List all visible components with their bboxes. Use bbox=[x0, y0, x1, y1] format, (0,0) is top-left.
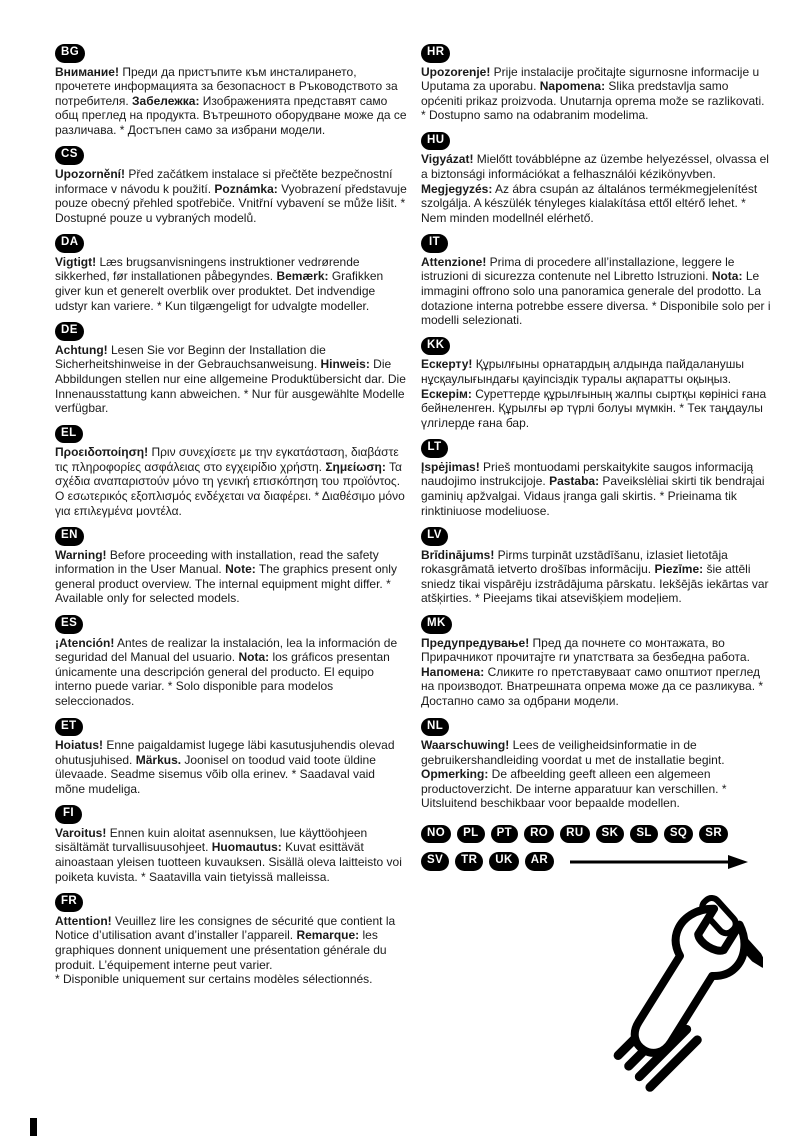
language-badge-lv: LV bbox=[421, 527, 448, 546]
language-section-hu bbox=[421, 130, 771, 225]
language-section-bg bbox=[55, 42, 407, 137]
right-arrow-icon bbox=[570, 855, 748, 869]
language-badge-sr: SR bbox=[699, 825, 728, 844]
language-badge-es: ES bbox=[55, 615, 83, 634]
language-section-nl bbox=[421, 716, 771, 811]
language-badge-el: EL bbox=[55, 425, 83, 444]
page-corner-mark bbox=[30, 1118, 37, 1136]
language-badge-sk: SK bbox=[596, 825, 625, 844]
language-badge-da: DA bbox=[55, 234, 84, 253]
language-badge-sv: SV bbox=[421, 852, 449, 871]
language-badge-pt: PT bbox=[491, 825, 519, 844]
section-text-mk: Предупредување! Пред да почнете со монтажата, во Прирачникот прочитајте ги упатствата за безбедна работа. Напомена: Сликите го претставуваат само општиот преглед на производот. Внатрешната опрема може да се разликува. * Достапно само за одбрани модели. bbox=[421, 635, 764, 708]
wrench-screwdriver-icon bbox=[605, 889, 763, 1094]
section-text-hu: Vigyázat! Mielőtt továbblépne az üzembe helyezéssel, olvassa el a biztonsági információkat a felhasználói kézikönyvben. Megjegyzés: Az ábra csupán az általános termékmegjelenítést szolgálja. A készülék tényleges kialakítása ettől eltérő lehet. * Nem minden modellnél elérhető. bbox=[421, 152, 769, 225]
language-badge-sl: SL bbox=[630, 825, 658, 844]
language-section-kk bbox=[421, 335, 771, 430]
language-section-es bbox=[55, 613, 407, 708]
section-text-kk: Ескерту! Құрылғыны орнатардың алдында пайдаланушы нұсқаулығындағы қауіпсіздік туралы ақпаратты оқыңыз. Ескерім: Суреттерде құрылғының жалпы сыртқы көрінісі ғана бейнеленген. Құрылғы әр түрлі болуы мүмкін. * Тек таңдаулы үлгілерде ғана бар. bbox=[421, 357, 767, 430]
language-badge-kk: KK bbox=[421, 337, 450, 356]
language-section-hr bbox=[421, 42, 771, 123]
language-badge-nl: NL bbox=[421, 718, 449, 737]
language-badge-uk: UK bbox=[489, 852, 518, 871]
right-column bbox=[421, 42, 771, 1094]
language-badge-ro: RO bbox=[524, 825, 554, 844]
section-text-da: Vigtigt! Læs brugsanvisningens instruktioner vedrørende sikkerhed, før installationen påbegyndes. Bemærk: Grafikken giver kun et generelt overblik over produktet. Det indvendige udstyr kan variere. * Kun tilgængeligt for udvalgte modeller. bbox=[55, 254, 384, 313]
language-badge-ar: AR bbox=[525, 852, 554, 871]
language-badge-bg: BG bbox=[55, 44, 85, 63]
section-text-lv: Brīdinājums! Pirms turpināt uzstādīšanu, izlasiet lietotāja rokasgrāmatā ietverto drošības informāciju. Piezīme: šie attēli sniedz tikai vispārēju izstrādājuma pārskatu. Iekšējās iekārtas var atšķirties. * Pieejams tikai atsevišķiem modeļiem. bbox=[421, 547, 769, 606]
section-text-en: Warning! Before proceeding with installation, read the safety information in the User Manual. Note: The graphics present only general product overview. The internal equipment might differ. * Available only for selected models. bbox=[55, 547, 397, 606]
section-text-de: Achtung! Lesen Sie vor Beginn der Installation die Sicherheitshinweise in der Gebrauchsanweisung. Hinweis: Die Abbildungen stellen nur eine allgemeine Produktübersicht dar. Die Innenausstattung kann abweichen. * Nur für ausgewählte Modelle verfügbar. bbox=[55, 342, 406, 416]
language-section-lv bbox=[421, 525, 771, 606]
language-badge-no: NO bbox=[421, 825, 451, 844]
language-badge-de: DE bbox=[55, 322, 84, 341]
language-section-en bbox=[55, 525, 407, 606]
language-badge-en: EN bbox=[55, 527, 84, 546]
language-section-lt bbox=[421, 437, 771, 518]
section-text-nl: Waarschuwing! Lees de veiligheidsinformatie in de gebruikershandleiding voordat u met de installatie begint. Opmerking: De afbeelding geeft alleen een algemeen productoverzicht. De interne apparatuur kan verschillen. * Uitsluitend beschikbaar voor bepaalde modellen. bbox=[421, 738, 727, 811]
installation-tools-illustration bbox=[421, 889, 771, 1094]
language-badges-row-2 bbox=[421, 852, 771, 871]
language-section-it bbox=[421, 232, 771, 327]
language-badge-sq: SQ bbox=[664, 825, 693, 844]
right-column-sections bbox=[421, 42, 771, 811]
section-text-hr: Upozorenje! Prije instalacije pročitajte sigurnosne informacije u Uputama za uporabu. Napomena: Slika predstavlja samo općeniti prikaz proizvoda. Unutarnja oprema može se razlikovati. * Dostupno samo na odabranim modelima. bbox=[421, 64, 765, 123]
section-text-fi: Varoitus! Ennen kuin aloitat asennuksen, lue käyttöohjeen sisältämät turvallisuusohjeet. Huomautus: Kuvat esittävät ainoastaan yleisen tuotteen kuvauksen. Sisällä oleva laitteisto voi poiketa kuvista. * Saatavilla vain tietyissä malleissa. bbox=[55, 825, 402, 884]
language-badge-lt: LT bbox=[421, 439, 448, 458]
section-text-et: Hoiatus! Enne paigaldamist lugege läbi kasutusjuhendis olevad ohutusjuhised. Märkus. Joonisel on toodud vaid toote üldine ülevaade. Seadme sisemus võib olla erinev. * Saadaval vaid mõne mudeliga. bbox=[55, 738, 395, 796]
language-section-fr bbox=[55, 891, 407, 986]
language-section-cs bbox=[55, 144, 407, 225]
left-column bbox=[55, 42, 407, 994]
language-badge-mk: MK bbox=[421, 615, 452, 634]
section-text-lt: Įspėjimas! Prieš montuodami perskaitykite saugos informaciją naudojimo instrukcijoje. Pastaba: Paveikslėliai skirti tik bendrajai gaminių apžvalgai. Vidaus įranga gali skirtis. * Prieinama tik rinktiniuose modeliuose. bbox=[421, 459, 765, 518]
section-text-el: Προειδοποίηση! Πριν συνεχίσετε με την εγκατάσταση, διαβάστε τις πληροφορίες ασφάλειας στο εγχειρίδιο χρήστη. Σημείωση: Τα σχέδια αναπαριστούν μόνο τη γενική επισκόπηση του προϊόντος. Ο εσωτερικός εξοπλισμός ενδέχεται να διαφέρει. * Διαθέσιμο μόνο για επιλεγμένα μοντέλα. bbox=[55, 445, 405, 518]
language-section-de bbox=[55, 320, 407, 415]
section-text-fr: Attention! Veuillez lire les consignes de sécurité que contient la Notice d’utilisation avant d’installer l’appareil. Remarque: les graphiques donnent uniquement une présentation générale du produit. L’équipement interne peut varier. * Disponible uniquement sur certains modèles sélectionnés. bbox=[55, 913, 396, 987]
two-column-content bbox=[55, 42, 771, 1094]
language-badges-row-1 bbox=[421, 825, 771, 844]
language-section-el bbox=[55, 423, 407, 518]
language-badge-it: IT bbox=[421, 234, 448, 253]
other-languages-block bbox=[421, 825, 771, 1094]
language-badge-tr: TR bbox=[455, 852, 483, 871]
language-badge-hr: HR bbox=[421, 44, 450, 63]
language-section-fi bbox=[55, 803, 407, 884]
language-section-mk bbox=[421, 613, 771, 708]
language-badge-pl: PL bbox=[457, 825, 485, 844]
section-text-es: ¡Atención! Antes de realizar la instalación, lea la información de seguridad del Manual del usuario. Nota: los gráficos presentan únicamente una descripción general del producto. El equipo interno puede variar. * Solo disponible para modelos seleccionados. bbox=[55, 635, 398, 708]
language-section-et bbox=[55, 716, 407, 797]
language-badge-cs: CS bbox=[55, 146, 84, 165]
language-badge-fi: FI bbox=[55, 805, 82, 824]
language-badge-ru: RU bbox=[560, 825, 589, 844]
section-text-cs: Upozornění! Před začátkem instalace si přečtěte bezpečnostní informace v návodu k použití. Poznámka: Vyobrazení představuje pouze obecný přehled spotřebiče. Vnitřní vybavení se může lišit. * Dostupné pouze u vybraných modelů. bbox=[55, 166, 407, 225]
language-section-da bbox=[55, 232, 407, 313]
language-badge-fr: FR bbox=[55, 893, 83, 912]
language-badge-et: ET bbox=[55, 718, 83, 737]
section-text-it: Attenzione! Prima di procedere all’installazione, leggere le istruzioni di sicurezza contenute nel Libretto Istruzioni. Nota: Le immagini offrono solo una panoramica generale del prodotto. La dotazione interna potrebbe essere diversa. * Disponibile solo per i modelli selezionati. bbox=[421, 254, 771, 328]
section-text-bg: Внимание! Преди да пристъпите към инсталирането, прочетете информацията за безопасност в Ръководството за потребителя. Забележка: Изображенията представят само общ преглед на продукта. Вътрешното оборудване може да се различава. * Достъпен само за избрани модели. bbox=[55, 64, 407, 137]
language-badge-hu: HU bbox=[421, 132, 450, 151]
